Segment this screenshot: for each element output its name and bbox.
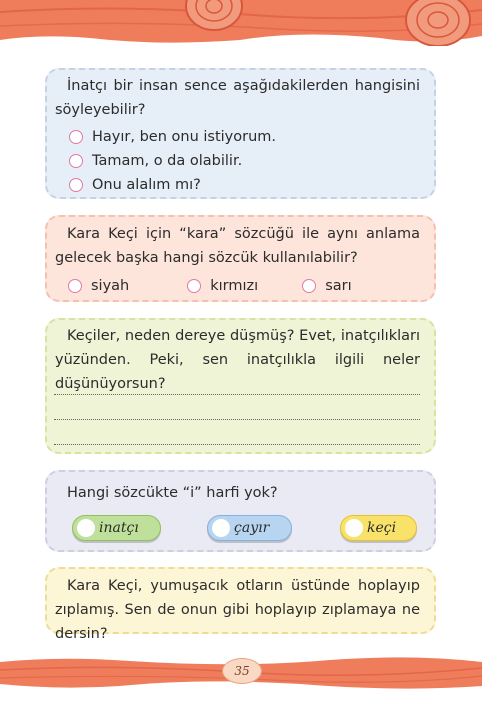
page-number: 35 bbox=[222, 658, 262, 684]
choice-label: keçi bbox=[367, 520, 397, 536]
choice-label: çayır bbox=[234, 520, 270, 536]
option-label: siyah bbox=[91, 278, 130, 294]
option-kirmizi[interactable] bbox=[187, 274, 258, 298]
option-label: Hayır, ben onu istiyorum. bbox=[92, 129, 276, 145]
option-siyah[interactable] bbox=[68, 274, 129, 298]
question-text: İnatçı bir insan sence aşağıdakilerden hangisini söyleyebilir? bbox=[55, 78, 420, 118]
option-label: Tamam, o da olabilir. bbox=[92, 153, 243, 169]
option-label: kırmızı bbox=[210, 278, 259, 294]
radio-circle-icon[interactable] bbox=[69, 130, 83, 144]
option-label: Onu alalım mı? bbox=[92, 177, 201, 193]
option-label: sarı bbox=[325, 278, 352, 294]
option-row bbox=[68, 274, 420, 298]
option-onu-alalim[interactable] bbox=[69, 173, 420, 197]
radio-circle-icon[interactable] bbox=[69, 178, 83, 192]
option-sari[interactable] bbox=[302, 274, 351, 298]
question-card-4 bbox=[45, 470, 436, 552]
answer-line[interactable] bbox=[54, 394, 420, 395]
choice-dot-icon bbox=[77, 519, 95, 537]
option-tamam[interactable] bbox=[69, 149, 420, 173]
question-card-1 bbox=[45, 68, 436, 199]
radio-circle-icon[interactable] bbox=[69, 154, 83, 168]
answer-line[interactable] bbox=[54, 419, 420, 420]
question-card-2 bbox=[45, 215, 436, 302]
choice-label: inatçı bbox=[99, 520, 139, 536]
choice-dot-icon bbox=[345, 519, 363, 537]
option-list bbox=[69, 125, 420, 197]
choice-dot-icon bbox=[212, 519, 230, 537]
question-card-3 bbox=[45, 318, 436, 454]
word-choice-row bbox=[55, 515, 420, 545]
radio-circle-icon[interactable] bbox=[302, 279, 316, 293]
question-text: Kara Keçi için “kara” sözcüğü ile aynı anlama gelecek başka hangi sözcük kullanılabilir? bbox=[55, 226, 420, 266]
wood-knot-icon bbox=[406, 0, 470, 46]
radio-circle-icon[interactable] bbox=[187, 279, 201, 293]
option-hayir[interactable] bbox=[69, 125, 420, 149]
question-text: Kara Keçi, yumuşacık otların üstünde hoplayıp zıplamış. Sen de onun gibi hoplayıp zıplamaya ne dersin? bbox=[55, 578, 420, 642]
radio-circle-icon[interactable] bbox=[68, 279, 82, 293]
wood-plank-top bbox=[0, 0, 482, 46]
question-text: Keçiler, neden dereye düşmüş? Evet, inatçılıkları yüzünden. Peki, sen inatçılıkla ilgili neler düşünüyorsun? bbox=[55, 328, 420, 392]
question-text: Hangi sözcükte “i” harfi yok? bbox=[67, 485, 278, 501]
answer-line[interactable] bbox=[54, 444, 420, 445]
word-choice-inatci[interactable] bbox=[72, 515, 161, 541]
word-choice-keci[interactable] bbox=[340, 515, 417, 541]
question-card-5 bbox=[45, 567, 436, 642]
word-choice-cayir[interactable] bbox=[207, 515, 292, 541]
